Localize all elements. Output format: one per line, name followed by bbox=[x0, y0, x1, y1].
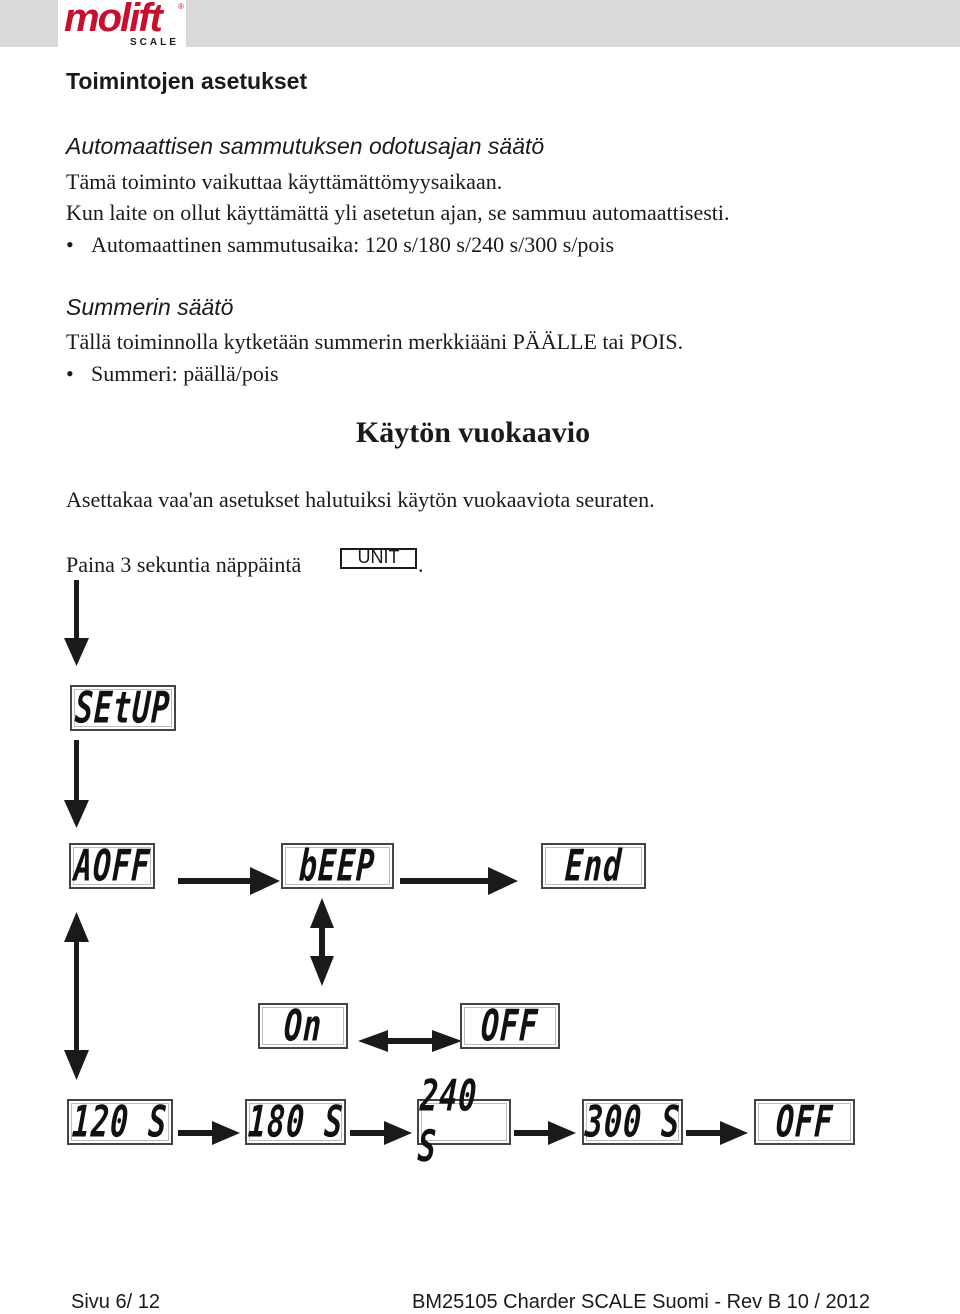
lcd-180s: 180 S bbox=[246, 1096, 345, 1148]
logo-registered-mark: ® bbox=[178, 2, 184, 11]
footer-document-id: BM25105 Charder SCALE Suomi - Rev B 10 / 2012 bbox=[412, 1291, 871, 1313]
arrow-updown-aoff-times bbox=[64, 912, 89, 1080]
section-title: Toimintojen asetukset bbox=[66, 68, 308, 94]
flowchart-title: Käytön vuokaavio bbox=[355, 416, 591, 449]
lcd-on: On bbox=[258, 1003, 348, 1049]
lcd-beep: bEEP bbox=[281, 843, 394, 889]
lcd-120s: 120 S bbox=[67, 1099, 173, 1145]
press-instruction: Paina 3 sekuntia näppäintä bbox=[66, 552, 302, 577]
flowchart-intro: Asettakaa vaa'an asetukset halutuiksi käytön vuokaaviota seuraten. bbox=[66, 487, 655, 512]
lcd-300s: 300 S bbox=[583, 1096, 682, 1148]
arrow-leftright-on-off bbox=[358, 1030, 462, 1052]
auto-off-line1: Tämä toiminto vaikuttaa käyttämättömyysaikaan. bbox=[66, 169, 503, 194]
lcd-off-beep: OFF bbox=[460, 1003, 560, 1049]
arrow-right-180-240 bbox=[350, 1121, 412, 1145]
arrow-right-aoff-beep bbox=[178, 867, 280, 895]
auto-off-bullet: • bbox=[66, 232, 74, 257]
beep-bullet-text: Summeri: päällä/pois bbox=[91, 361, 279, 386]
arrow-right-240-300 bbox=[514, 1121, 576, 1145]
lcd-setup: SEtUP bbox=[70, 685, 176, 731]
logo-text: molift bbox=[64, 0, 161, 40]
lcd-off-time: OFF bbox=[754, 1099, 855, 1145]
press-instruction-end: . bbox=[418, 552, 424, 577]
logo-subtitle: SCALE bbox=[130, 37, 179, 48]
lcd-aoff: AOFF bbox=[69, 843, 155, 889]
lcd-end: End bbox=[541, 843, 646, 889]
beep-bullet: • bbox=[66, 361, 74, 386]
arrow-right-120-180 bbox=[178, 1121, 240, 1145]
lcd-240s: 240 S bbox=[417, 1099, 511, 1145]
beep-line1: Tällä toiminnolla kytketään summerin merkkiääni PÄÄLLE tai POIS. bbox=[66, 329, 684, 354]
arrow-down-to-aoff bbox=[64, 740, 89, 828]
auto-off-heading: Automaattisen sammutuksen odotusajan säätö bbox=[66, 133, 545, 159]
footer-page-number: Sivu 6/ 12 bbox=[71, 1291, 160, 1313]
arrow-updown-beep-on bbox=[310, 898, 334, 986]
arrow-down-to-setup bbox=[64, 580, 89, 666]
auto-off-bullet-text: Automaattinen sammutusaika: 120 s/180 s/240 s/300 s/pois bbox=[91, 232, 615, 257]
arrow-right-300-off bbox=[686, 1121, 748, 1145]
auto-off-line2: Kun laite on ollut käyttämättä yli asetetun ajan, se sammuu automaattisesti. bbox=[66, 200, 730, 225]
unit-key: UNIT bbox=[340, 548, 417, 569]
beep-heading: Summerin säätö bbox=[66, 294, 234, 320]
arrow-right-beep-end bbox=[400, 867, 518, 895]
